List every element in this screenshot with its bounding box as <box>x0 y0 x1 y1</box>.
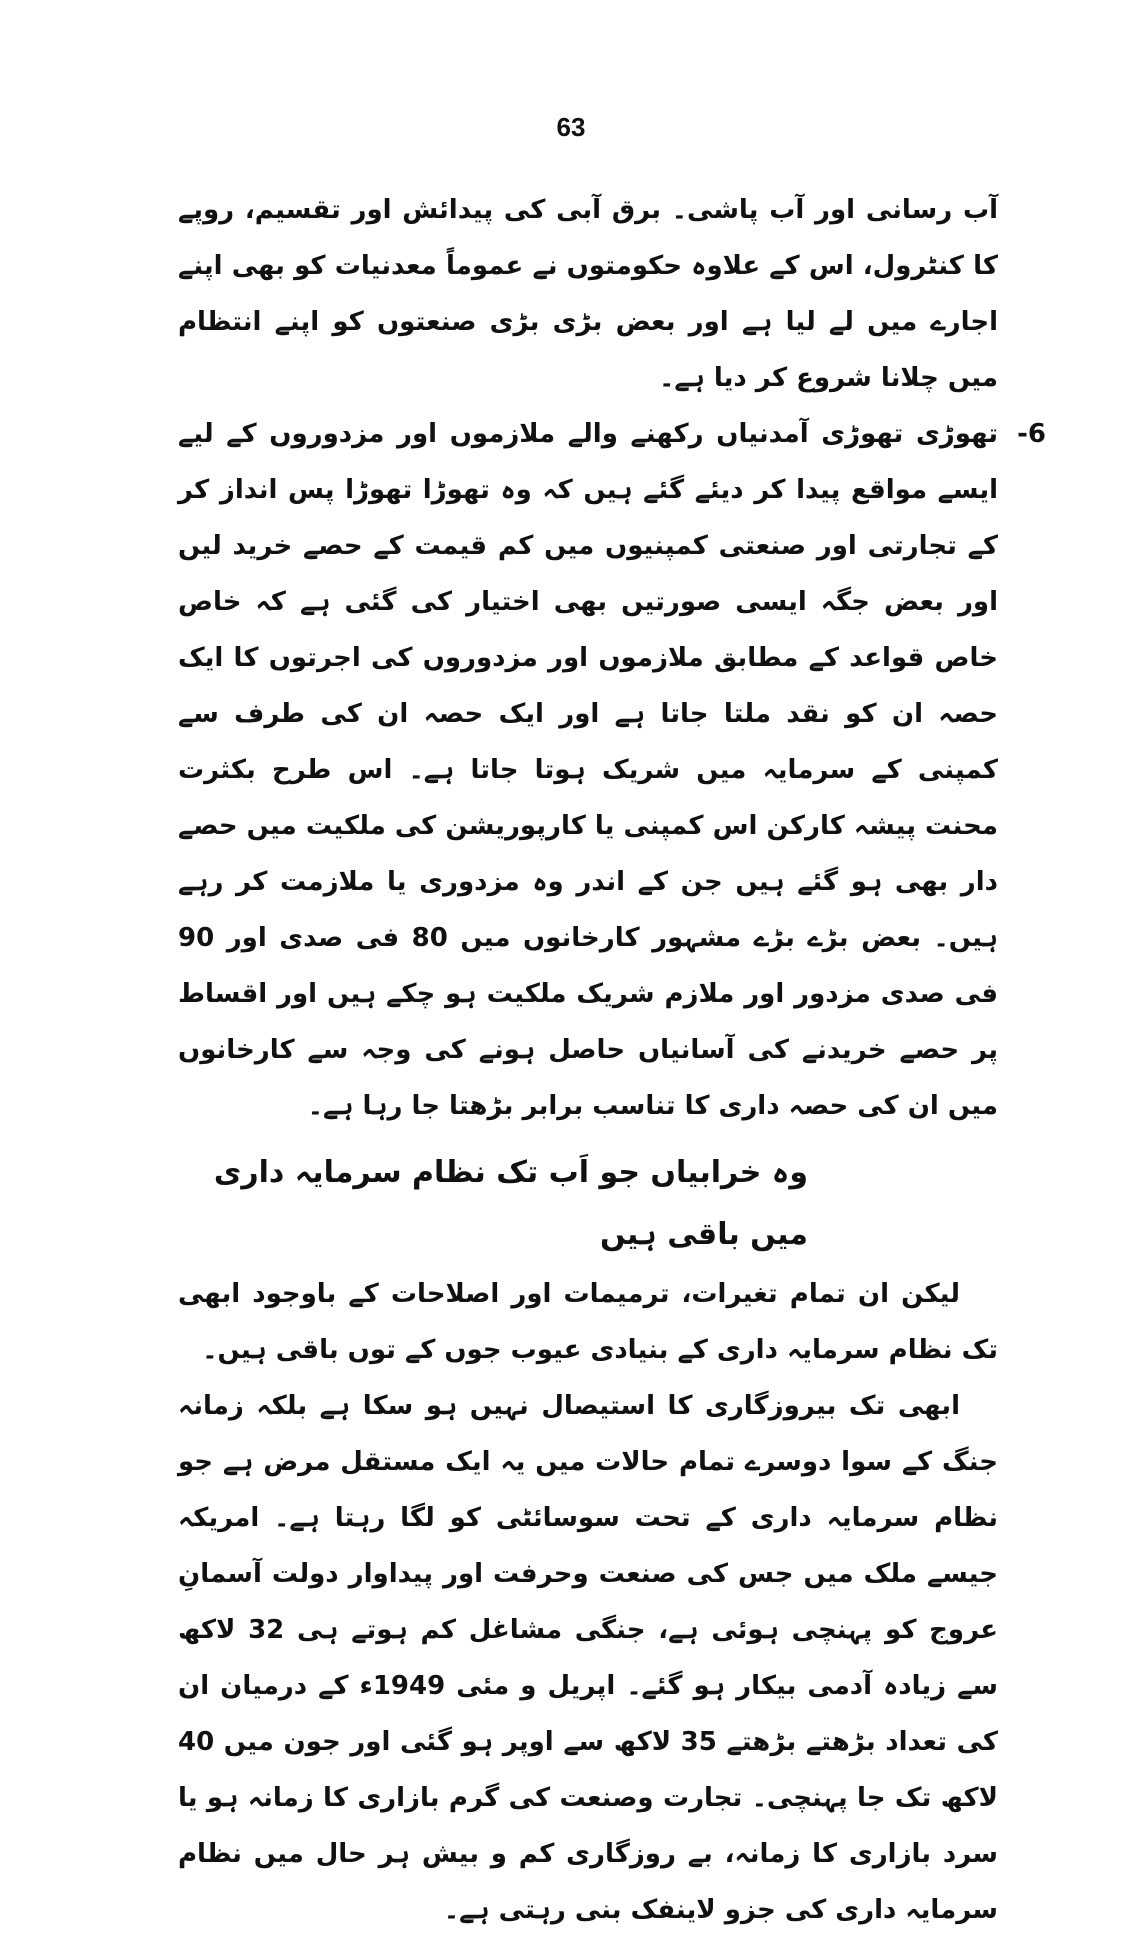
numbered-item-6 <box>178 406 1046 1134</box>
page-body <box>178 182 1046 1938</box>
section-heading: وہ خرابیاں جو اَب تک نظام سرمایہ داری میں باقی ہیں <box>213 1155 808 1252</box>
paragraph-defects-remain: لیکن ان تمام تغیرات، ترمیمات اور اصلاحات کے باوجود ابھی تک نظام سرمایہ داری کے بنیادی عیوب جوں کے توں باقی ہیں۔ <box>178 1279 998 1365</box>
page-number: 63 <box>556 112 586 142</box>
item-number: -6 <box>1017 419 1046 449</box>
paragraph-unemployment: ابھی تک بیروزگاری کا استیصال نہیں ہو سکا ہے بلکہ زمانہ جنگ کے سوا دوسرے تمام حالات میں یہ ایک مستقل مرض ہے جو نظام سرمایہ داری کے تحت سوسائٹی کو لگا رہتا ہے۔ امریکہ جیسے ملک میں جس کی صنعت وحرفت اور پیداوار دولت آسمانِ عروج کو پہنچی ہوئی ہے، جنگی مشاغل کم ہوتے ہی 32 لاکھ سے زیادہ آدمی بیکار ہو گئے۔ اپریل و مئی 1949ء کے درمیان ان کی تعداد بڑھتے بڑھتے 35 لاکھ سے اوپر ہو گئی اور جون میں 40 لاکھ تک جا پہنچی۔ تجارت وصنعت کی گرم بازاری کا زمانہ ہو یا سرد بازاری کا زمانہ، بے روزگاری کم و بیش ہر حال میں نظام سرمایہ داری کی جزو لاینفک بنی رہتی ہے۔ <box>178 1391 999 1925</box>
paragraph-water-electricity: آب رسانی اور آب پاشی۔ برق آبی کی پیدائش اور تقسیم، روپے کا کنٹرول، اس کے علاوہ حکومتوں نے عموماً معدنیات کو بھی اپنے اجارے میں لے لیا ہے اور بعض بڑی بڑی صنعتوں کو اپنے انتظام میں چلانا شروع کر دیا ہے۔ <box>178 195 998 393</box>
item-6-text: تھوڑی تھوڑی آمدنیاں رکھنے والے ملازموں اور مزدوروں کے لیے ایسے مواقع پیدا کر دیئے گئے ہیں کہ وہ تھوڑا تھوڑا پس انداز کر کے تجارتی اور صنعتی کمپنیوں میں کم قیمت کے حصے خرید لیں اور بعض جگہ ایسی صورتیں بھی اختیار کی گئی ہے کہ خاص خاص قواعد کے مطابق ملازموں اور مزدوروں کی اجرتوں کا ایک حصہ ان کو نقد ملتا جاتا ہے اور ایک حصہ ان کی طرف سے کمپنی کے سرمایہ میں شریک ہوتا جاتا ہے۔ اس طرح بکثرت محنت پیشہ کارکن اس کمپنی یا کارپوریشن کی ملکیت میں حصے دار بھی ہو گئے ہیں جن کے اندر وہ مزدوری یا ملازمت کر رہے ہیں۔ بعض بڑے بڑے مشہور کارخانوں میں 80 فی صدی اور 90 فی صدی مزدور اور ملازم شریک ملکیت ہو چکے ہیں اور اقساط پر حصے خریدنے کی آسانیاں حاصل ہونے کی وجہ سے کارخانوں میں ان کی حصہ داری کا تناسب برابر بڑھتا جا رہا ہے۔ <box>178 419 998 1121</box>
